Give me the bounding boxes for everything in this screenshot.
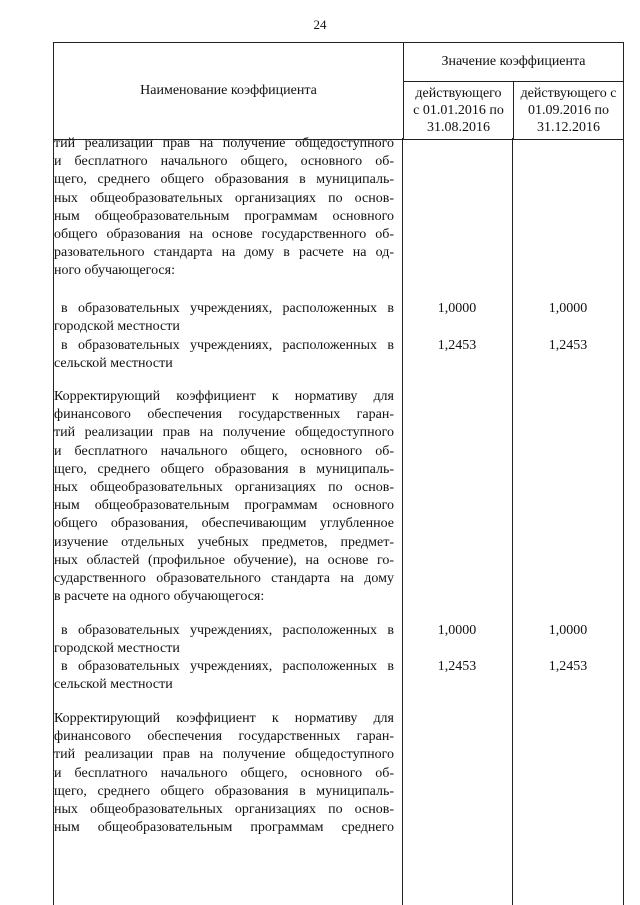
text-line: ных общеобразовательных организациях по основ- [54, 802, 394, 818]
page-number: 24 [313, 17, 327, 32]
text-line: Корректирующий коэффициент к нормативу для [54, 389, 394, 404]
text-line: ных общеобразовательных организациях по основ- [54, 480, 394, 496]
text-line: финансового обеспечения государственных гаран- [54, 407, 394, 423]
value-period-1: 1,0000 [437, 623, 477, 638]
value-period-2: 1,2453 [548, 659, 588, 674]
value-period-2: 1,0000 [548, 623, 588, 638]
column-rule [512, 138, 513, 905]
text-line: разовательного стандарта на дому в расчете на од- [54, 245, 394, 261]
row-label-line: сельской местности [54, 356, 173, 372]
text-line: Корректирующий коэффициент к нормативу для [54, 711, 394, 726]
coefficient-table-header [53, 42, 624, 140]
text-line: ных областей (профильное обучение), на основе го- [54, 552, 394, 568]
header-period-1-line: 31.08.2016 [427, 120, 490, 136]
text-line: изучение отдельных учебных предметов, предмет- [54, 534, 394, 550]
header-period-2-line: 01.09.2016 по [528, 103, 609, 119]
text-line: щего, среднего общего образования в муниципаль- [54, 783, 394, 799]
row-label-line: сельской местности [54, 677, 173, 693]
row-label-line: в образовательных учреждениях, расположенных в [61, 338, 394, 353]
text-line: ных общеобразовательных организациях по основ- [54, 190, 394, 206]
coefficient-description [54, 135, 394, 281]
value-period-1: 1,2453 [437, 659, 477, 674]
value-period-1: 1,2453 [437, 338, 477, 353]
text-line: ным общеобразовательным программам основного [54, 498, 394, 514]
text-line: общего образования на основе государственного об- [54, 227, 394, 243]
text-line: щего, среднего общего образования в муниципаль- [54, 172, 394, 188]
header-period-1 [404, 82, 514, 140]
text-line: ного обучающегося: [54, 263, 175, 279]
header-period-2-line: действующего с [520, 86, 617, 102]
header-period-1-line: действующего [415, 86, 502, 102]
header-period-2-line: 31.12.2016 [537, 120, 600, 136]
table-row [54, 337, 624, 373]
text-line: сударственного образовательного стандарта на дому [54, 571, 394, 587]
coefficient-description [54, 388, 394, 606]
text-line: общего образования, обеспечивающим углубленное [54, 516, 394, 532]
row-label-line: городской местности [54, 319, 180, 335]
text-line: щего, среднего общего образования в муниципаль- [54, 461, 394, 477]
text-line: тий реализации прав на получение общедоступного [54, 425, 394, 441]
value-period-2: 1,0000 [548, 301, 588, 316]
header-period-1-line: с 01.01.2016 по [413, 103, 504, 119]
value-period-1: 1,0000 [437, 301, 477, 316]
column-rule [402, 138, 403, 905]
table-row [54, 300, 624, 336]
row-label-line: в образовательных учреждениях, расположенных в [61, 659, 394, 674]
text-line: ным общеобразовательным программам среднего [54, 820, 394, 836]
text-line: и бесплатного начального общего, основного об- [54, 154, 394, 170]
column-rule [623, 138, 624, 905]
text-line: и бесплатного начального общего, основного об- [54, 443, 394, 459]
text-line: тий реализации прав на получение общедоступного [54, 136, 394, 151]
row-label-line: в образовательных учреждениях, расположенных в [61, 301, 394, 316]
header-period-2 [514, 82, 624, 140]
table-row [54, 622, 624, 658]
table-row [54, 658, 624, 694]
text-line: ным общеобразовательным программам основного [54, 208, 394, 224]
row-label-line: городской местности [54, 641, 180, 657]
value-period-2: 1,2453 [548, 338, 588, 353]
coefficient-description [54, 710, 394, 837]
text-line: финансового обеспечения государственных гаран- [54, 729, 394, 745]
row-label-line: в образовательных учреждениях, расположенных в [61, 623, 394, 638]
text-line: в расчете на одного обучающегося: [54, 589, 265, 605]
header-value-group: Значение коэффициента [404, 43, 624, 82]
text-line: и бесплатного начального общего, основного об- [54, 765, 394, 781]
text-line: тий реализации прав на получение общедоступного [54, 747, 394, 763]
header-name-column: Наименование коэффициента [54, 43, 404, 140]
